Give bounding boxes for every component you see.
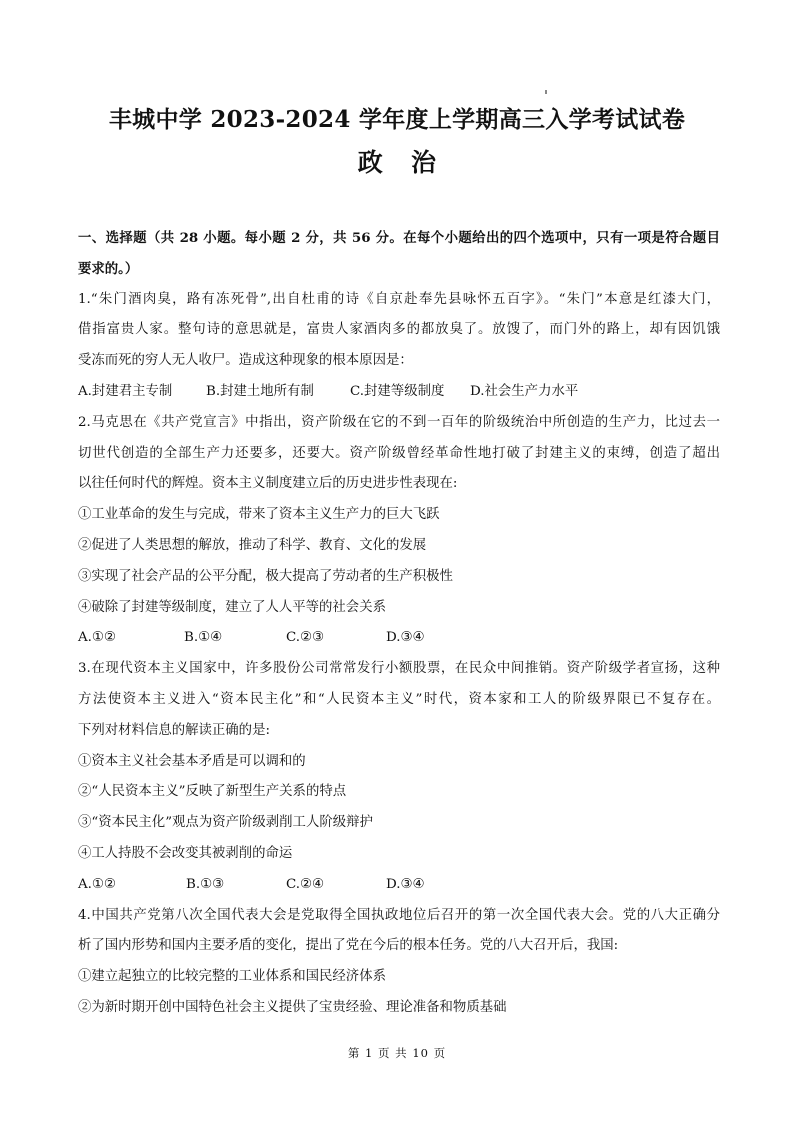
q3-stem-line-2: 方法使资本主义进入“资本民主化”和“人民资本主义”时代，资本家和工人的阶级界限已不复存在。 bbox=[78, 691, 720, 707]
page-footer: 第 1 页 共 10 页 bbox=[347, 1046, 447, 1060]
section-instructions-line-2: 要求的。） bbox=[78, 260, 139, 277]
q4-stem-line-2: 析了国内形势和国内主要矛盾的变化，提出了党在今后的根本任务。党的八大召开后，我国: bbox=[78, 938, 619, 954]
q2-item-2: ②促进了人类思想的解放，推动了科学、教育、文化的发展 bbox=[78, 537, 427, 553]
q3-option-c: C.②④ bbox=[286, 876, 325, 892]
q2-option-d: D.③④ bbox=[386, 630, 425, 646]
q2-option-c: C.②③ bbox=[286, 630, 325, 646]
q3-option-d: D.③④ bbox=[386, 876, 425, 892]
q1-option-c: C.封建等级制度 bbox=[350, 383, 445, 399]
q4-stem-line-1: 4.中国共产党第八次全国代表大会是党取得全国执政地位后召开的第一次全国代表大会。党的八大正确分 bbox=[78, 907, 720, 923]
q2-option-a: A.①② bbox=[78, 630, 116, 646]
q2-stem-line-2: 切世代创造的全部生产力还要多，还要大。资产阶级曾经革命性地打破了封建主义的束缚，创造了超出 bbox=[78, 445, 720, 461]
subject-char-2: 治 bbox=[411, 148, 437, 177]
exam-content bbox=[78, 223, 720, 1024]
q3-stem-line-3: 下列对材料信息的解读正确的是: bbox=[78, 722, 270, 738]
q2-stem-line-3: 以往任何时代的辉煌。资本主义制度建立后的历史进步性表现在: bbox=[78, 476, 458, 492]
q2-stem-line-1: 2.马克思在《共产党宣言》中指出，资产阶级在它的不到一百年的阶级统治中所创造的生产力，比过去一 bbox=[78, 414, 720, 430]
scan-mark bbox=[545, 90, 547, 94]
exam-title: 丰城中学 2023-2024 学年度上学期高三入学考试试卷 bbox=[108, 106, 686, 133]
subject-title bbox=[0, 143, 794, 179]
q1-option-b: B.封建土地所有制 bbox=[206, 383, 314, 399]
q3-item-2: ②“人民资本主义”反映了新型生产关系的特点 bbox=[78, 784, 347, 800]
q2-option-b: B.①④ bbox=[184, 630, 223, 646]
q2-options bbox=[78, 623, 720, 654]
q4-item-1: ①建立起独立的比较完整的工业体系和国民经济体系 bbox=[78, 969, 386, 985]
q1-stem-line-2: 借指富贵人家。整句诗的意思就是，富贵人家酒肉多的都放臭了。放馊了，而门外的路上，却有因饥饿 bbox=[78, 322, 720, 338]
section-instructions-line-1: 一、选择题（共 28 小题。每小题 2 分，共 56 分。在每个小题给出的四个选项中，只有一项是符合题目 bbox=[78, 230, 720, 246]
q3-item-3: ③“资本民主化”观点为资产阶级剥削工人阶级辩护 bbox=[78, 815, 373, 831]
q3-stem-line-1: 3.在现代资本主义国家中，许多股份公司常常发行小额股票，在民众中间推销。资产阶级学者宣扬，这种 bbox=[78, 661, 720, 677]
q2-item-3: ③实现了社会产品的公平分配，极大提高了劳动者的生产积极性 bbox=[78, 568, 453, 584]
q3-item-1: ①资本主义社会基本矛盾是可以调和的 bbox=[78, 753, 306, 769]
q1-option-d: D.社会生产力水平 bbox=[470, 383, 579, 399]
q1-option-a: A.封建君主专制 bbox=[78, 383, 173, 399]
q3-options bbox=[78, 870, 720, 901]
q1-stem-line-3: 受冻而死的穷人无人收尸。造成这种现象的根本原因是： bbox=[78, 353, 413, 369]
q3-option-b: B.①③ bbox=[186, 876, 225, 892]
q2-item-4: ④破除了封建等级制度，建立了人人平等的社会关系 bbox=[78, 599, 386, 615]
q1-options bbox=[78, 377, 720, 408]
q2-item-1: ①工业革命的发生与完成，带来了资本主义生产力的巨大飞跃 bbox=[78, 507, 440, 523]
q4-item-2: ②为新时期开创中国特色社会主义提供了宝贵经验、理论准备和物质基础 bbox=[78, 999, 507, 1015]
q3-item-4: ④工人持股不会改变其被剥削的命运 bbox=[78, 845, 293, 861]
subject-char-1: 政 bbox=[357, 148, 383, 177]
q1-stem-line-1: 1.“朱门酒肉臭，路有冻死骨”,出自杜甫的诗《自京赴奉先县咏怀五百字》。“朱门”本意是红漆大门， bbox=[78, 291, 720, 307]
q3-option-a: A.①② bbox=[78, 876, 116, 892]
